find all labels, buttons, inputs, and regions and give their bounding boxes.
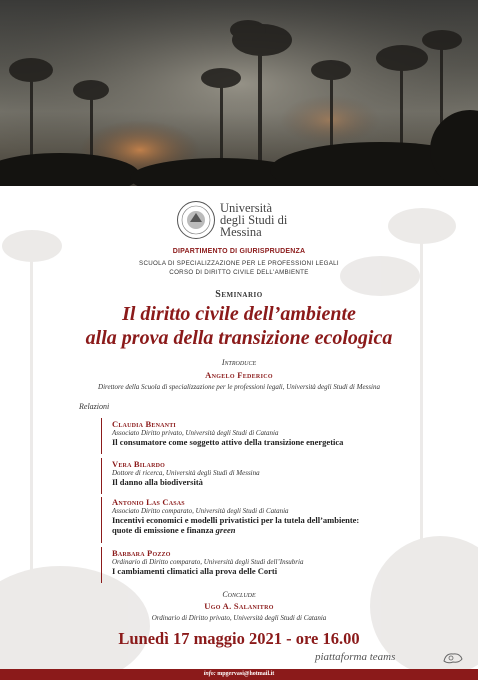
speaker-role: Ordinario di Diritto comparato, Università degli Studi dell’Insubria (112, 558, 304, 566)
speaker-item (112, 548, 303, 576)
introduce-role: Direttore della Scuola di specializzazione per le professioni legali, Università degli Studi di Messina (98, 383, 380, 391)
introduce-label: Introduce (221, 358, 257, 367)
speaker-topic: I cambiamenti climatici alla prova delle Corti (112, 566, 278, 576)
department-course: CORSO DI DIRITTO CIVILE DELL'AMBIENTE (169, 269, 309, 276)
speaker-topic-emphasis: green (215, 525, 236, 535)
speaker-role: Dottore di ricerca, Università degli Studi di Messina (112, 469, 260, 477)
speaker-topic-text: quote di emissione e finanza (112, 525, 216, 535)
event-title-line1: Il diritto civile dell’ambiente (122, 303, 356, 325)
conclude-label: Conclude (222, 590, 256, 599)
speaker-topic: Incentivi economici e modelli privatistici per la tutela dell’ambiente: (112, 515, 360, 525)
hero-forest-image (0, 0, 478, 186)
speaker-topic: Il danno alla biodiversità (112, 477, 203, 487)
department-title: DIPARTIMENTO DI GIURISPRUDENZA (172, 248, 306, 255)
university-name (220, 202, 340, 238)
speaker-name: Claudia Benanti (112, 419, 176, 429)
speaker-item (112, 459, 260, 487)
university-seal-icon (176, 200, 216, 240)
event-title-line2: alla prova della transizione ecologica (85, 327, 393, 349)
introduce-name: Angelo Federico (205, 370, 273, 380)
footer-bar (0, 669, 478, 680)
university-name-line1: Università (220, 201, 273, 215)
speaker-name: Vera Bilardo (112, 459, 166, 469)
event-date: Lunedì 17 maggio 2021 - ore 16.00 (118, 629, 360, 648)
speaker-topic: Il consumatore come soggetto attivo della transizione energetica (112, 437, 344, 447)
department-school: SCUOLA DI SPECIALIZZAZIONE PER LE PROFESSIONI LEGALI (139, 260, 339, 267)
footer-email-link[interactable]: mpgervasi@hotmail.it (217, 671, 275, 677)
event-type: Seminario (215, 289, 263, 300)
conclude-role: Ordinario di Diritto privato, Università degli Studi di Catania (151, 614, 327, 622)
speaker-name: Antonio Las Casas (112, 497, 185, 507)
speaker-topic-continued (112, 525, 359, 535)
conclude-name: Ugo A. Salanitro (204, 601, 274, 611)
platform-label: piattaforma teams (315, 651, 396, 663)
university-name-line2: degli Studi di (220, 213, 288, 227)
speaker-role: Associato Diritto privato, Università degli Studi di Catania (112, 429, 279, 437)
speaker-name: Barbara Pozzo (112, 548, 171, 558)
footer-info-label: info: (203, 671, 216, 677)
speaker-role: Associato Diritto comparato, Università degli Studi di Catania (112, 507, 289, 515)
speaker-item (112, 497, 359, 535)
teams-icon (442, 649, 464, 665)
university-name-line3: Messina (220, 225, 262, 239)
relazioni-label: Relazioni (79, 402, 110, 411)
speaker-item (112, 419, 343, 447)
